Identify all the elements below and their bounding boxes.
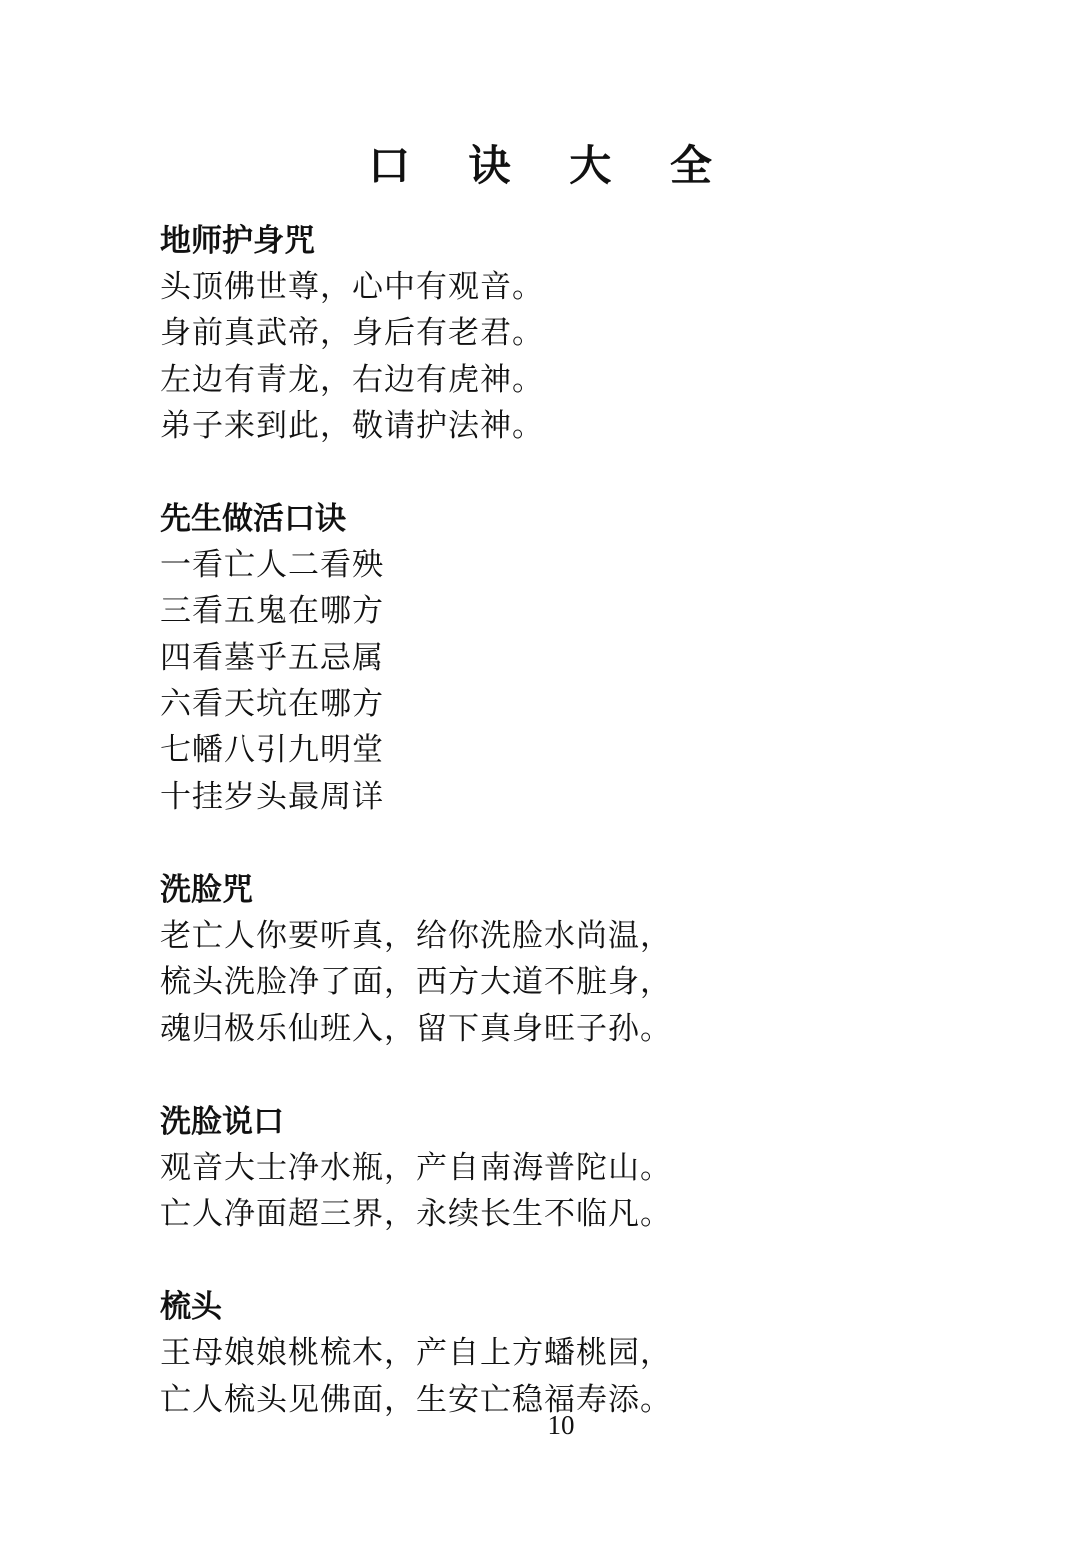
verse-line: 弟子来到此，敬请护法神。 (160, 407, 544, 444)
verse-line: 老亡人你要听真，给你洗脸水尚温， (160, 917, 672, 954)
section-face-wash-mantra (160, 867, 1020, 1052)
verse-line: 四看墓乎五忌属 (160, 639, 384, 676)
content-body (160, 218, 1020, 1423)
verse-line: 十挂岁头最周详 (160, 778, 384, 815)
section-heading: 地师护身咒 (160, 223, 315, 259)
verse-line: 王母娘娘桃梳木，产自上方蟠桃园， (160, 1335, 672, 1372)
verse-line: 亡人净面超三界，永续长生不临凡。 (160, 1196, 672, 1233)
section-face-wash-saying (160, 1099, 1020, 1238)
verse-line: 七幡八引九明堂 (160, 732, 384, 769)
verse-line: 身前真武帝，身后有老君。 (160, 315, 544, 352)
section-heading: 洗脸说口 (160, 1103, 284, 1140)
verse-line: 左边有青龙，右边有虎神。 (160, 361, 544, 398)
page-number: 10 (547, 1410, 575, 1440)
section-hair-combing (160, 1284, 1020, 1423)
page-title: 口 诀 大 全 (368, 141, 734, 190)
verse-line: 梳头洗脸净了面，西方大道不脏身， (160, 964, 672, 1001)
verse-line: 头顶佛世尊，心中有观音。 (160, 269, 544, 305)
verse-line: 观音大士净水瓶，产自南海普陀山。 (160, 1149, 672, 1186)
section-protection-mantra (160, 218, 1020, 449)
verse-line: 亡人梳头见佛面，生安亡稳福寿添。 (160, 1381, 672, 1418)
verse-line: 一看亡人二看殃 (160, 547, 384, 584)
section-heading: 洗脸咒 (160, 871, 253, 908)
verse-line: 魂归极乐仙班入，留下真身旺子孙。 (160, 1010, 672, 1047)
section-heading: 梳头 (160, 1289, 222, 1326)
section-heading: 先生做活口诀 (160, 501, 346, 538)
section-work-formula (160, 496, 1020, 820)
verse-line: 六看天坑在哪方 (160, 686, 384, 723)
verse-line: 三看五鬼在哪方 (160, 593, 384, 630)
